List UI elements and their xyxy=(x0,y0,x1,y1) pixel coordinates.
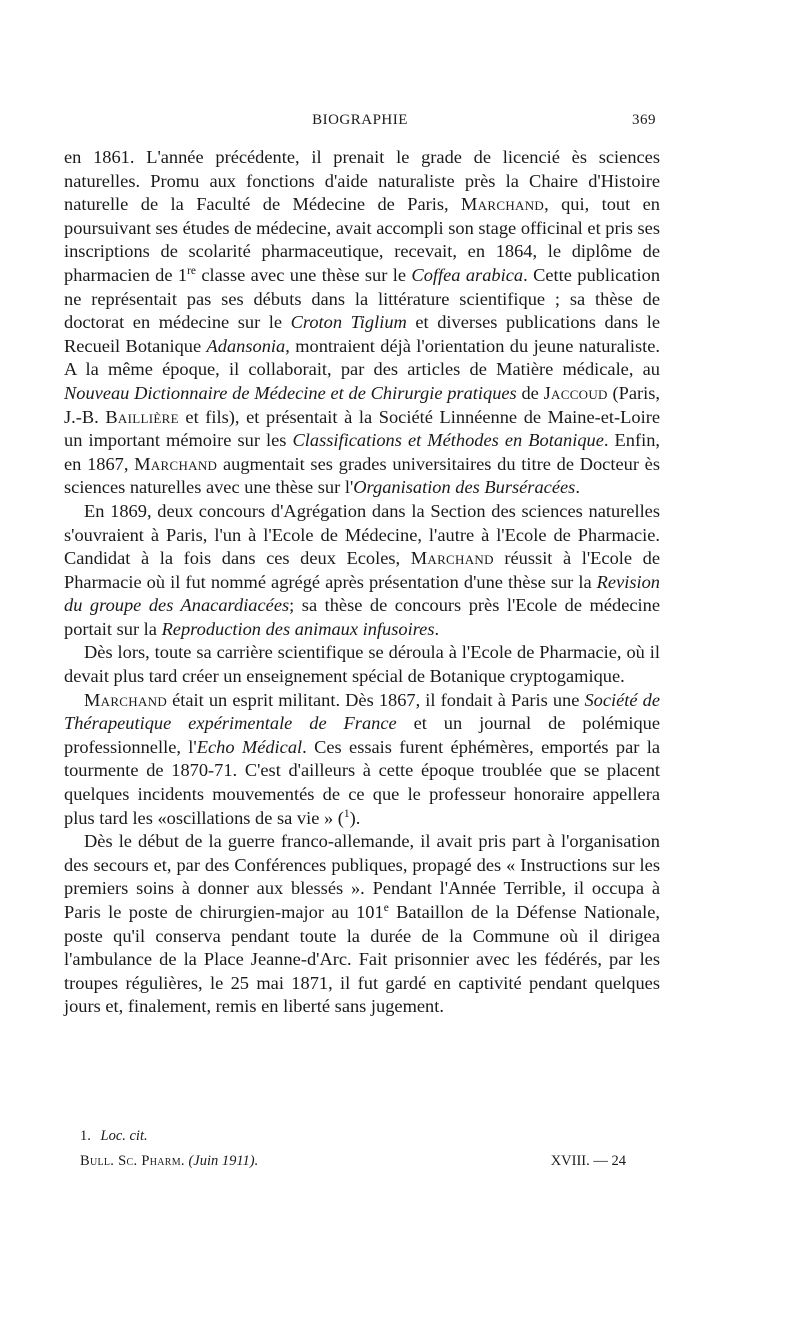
text-run: et fils), et présentait à la Société Linnéenne de Maine-et-Loire un important mémoire sur les xyxy=(64,406,660,451)
text-run: Dès lors, toute sa carrière scientifique se déroula à l'Ecole de Pharmacie, où il devait plus tard créer un enseignement spécial de Botanique cryptogamique. xyxy=(64,642,660,687)
footnote-number: 1. xyxy=(80,1128,91,1144)
italic-text: Adansonia xyxy=(206,335,286,356)
text-run: . xyxy=(434,618,440,639)
italic-text: Classifications et Méthodes en Botanique xyxy=(292,430,604,451)
text-run: réussit à l'Ecole de Pharmacie où il fut nommé agrégé après présentation d'une thèse sur la xyxy=(64,548,660,592)
text-run: augmentait ses grades universitaires du titre de Docteur ès sciences naturelles avec une thèse sur l' xyxy=(64,453,660,498)
paragraph xyxy=(64,500,660,642)
text-run: . Cette publication ne représentait pas ses débuts dans la littérature scientifique ; sa thèse de doctorat en médecine sur le xyxy=(64,264,661,333)
paragraph xyxy=(64,146,660,500)
superscript: re xyxy=(187,264,196,277)
signature-line xyxy=(80,1153,626,1173)
text-run: . Ces essais furent éphémères, emportés par la tourmente de 1870-71. C'est d'ailleurs à cette époque troublée que se placent quelques incidents mouvementés de ce que le professeur honoraire appellera plus tard les «oscillations de sa vie » ( xyxy=(64,736,661,828)
sheet-signature: XVIII. — 24 xyxy=(550,1153,626,1169)
small-caps-name: Marchand xyxy=(84,689,168,710)
italic-text: Croton Tiglium xyxy=(290,312,407,333)
small-caps-name: Jaccoud xyxy=(543,382,608,403)
text-run: . Enfin, en 1867, xyxy=(64,430,660,474)
small-caps-name: Marchand xyxy=(134,453,218,474)
text-run: était un esprit militant. Dès 1867, il fondait à Paris une xyxy=(167,689,585,710)
text-run: et diverses publications dans le Recueil Botanique xyxy=(64,312,661,356)
body-text xyxy=(64,146,660,1019)
small-caps-name: Baillière xyxy=(105,406,179,427)
text-run: , qui, tout en poursuivant ses études de médecine, avait accompli son stage officinal et pris ses inscriptions de scolarité pharmaceutique, recevait, en 1864, le diplôme de pharmacien de 1 xyxy=(64,194,660,285)
text-run: classe avec une thèse sur le xyxy=(195,264,412,285)
small-caps-name: Marchand xyxy=(410,548,494,569)
text-run: (Paris, J.-B. xyxy=(64,382,660,427)
journal-abbreviation: Bull. Sc. Pharm. xyxy=(80,1153,185,1169)
footnote xyxy=(80,1128,640,1145)
paragraph xyxy=(64,830,660,1019)
italic-text: Echo Médical xyxy=(196,736,303,757)
superscript: e xyxy=(383,901,389,914)
text-run: et un journal de polémique professionnelle, l' xyxy=(64,713,660,757)
superscript: 1 xyxy=(343,807,350,820)
small-caps-name: Marchand xyxy=(461,194,545,215)
italic-text: Reproduction des animaux infusoires xyxy=(161,618,435,639)
italic-text: Nouveau Dictionnaire de Médecine et de Chirurgie pratiques xyxy=(64,382,517,403)
text-run: . xyxy=(575,477,580,498)
text-run: en 1861. L'année précédente, il prenait le grade de licencié ès sciences naturelles. Promu aux fonctions d'aide naturaliste près la Chaire d'Histoire naturelle de la Faculté de Médecine de Paris, xyxy=(64,147,660,215)
journal-reference xyxy=(80,1153,258,1170)
text-run: ). xyxy=(349,807,361,828)
paragraph xyxy=(64,689,660,831)
running-head xyxy=(64,112,656,134)
text-run: , montraient déjà l'orientation du jeune naturaliste. A la même époque, il collaborait, par des articles de Matière médicale, au xyxy=(64,335,660,380)
italic-text: Organisation des Burséracées xyxy=(353,477,576,498)
italic-text: Revision du groupe des Anacardiacées xyxy=(64,571,660,616)
text-run: Bataillon de la Défense Nationale, poste qu'il conserva pendant toute la durée de la Commune où il dirigea l'ambulance de la Place Jeanne-d'Arc. Fait prisonnier avec les fédérés, par les troupes régulières, le 25 mai 1871, il fut gardé en captivité pendant quelques jours et, finalement, remis en liberté sans jugement. xyxy=(64,902,660,1017)
text-run: En 1869, deux concours d'Agrégation dans la Section des sciences naturelles s'ouvraient à Paris, l'un à l'Ecole de Médecine, l'autre à l'Ecole de Pharmacie. Candidat à la fois dans ces deux Ecoles, xyxy=(64,500,660,569)
footnote-text: Loc. cit. xyxy=(100,1128,148,1144)
text-run: Dès le début de la guerre franco-allemande, il avait pris part à l'organisation des secours et, par des Conférences publiques, propagé des « Instructions sur les premiers soins à donner aux blessés ». Pendant l'Année Terrible, il occupa à Paris le poste de chirurgien-major au 101 xyxy=(64,831,660,922)
text-run: ; sa thèse de concours près l'Ecole de médecine portait sur la xyxy=(64,595,661,639)
journal-issue: (Juin 1911). xyxy=(188,1153,259,1169)
paragraph xyxy=(64,641,660,688)
running-head-title: BIOGRAPHIE xyxy=(312,112,408,128)
text-run: de xyxy=(516,382,544,403)
italic-text: Société de Thérapeutique expérimentale de France xyxy=(64,689,661,734)
italic-text: Coffea arabica xyxy=(411,264,524,285)
page-number: 369 xyxy=(632,112,656,128)
